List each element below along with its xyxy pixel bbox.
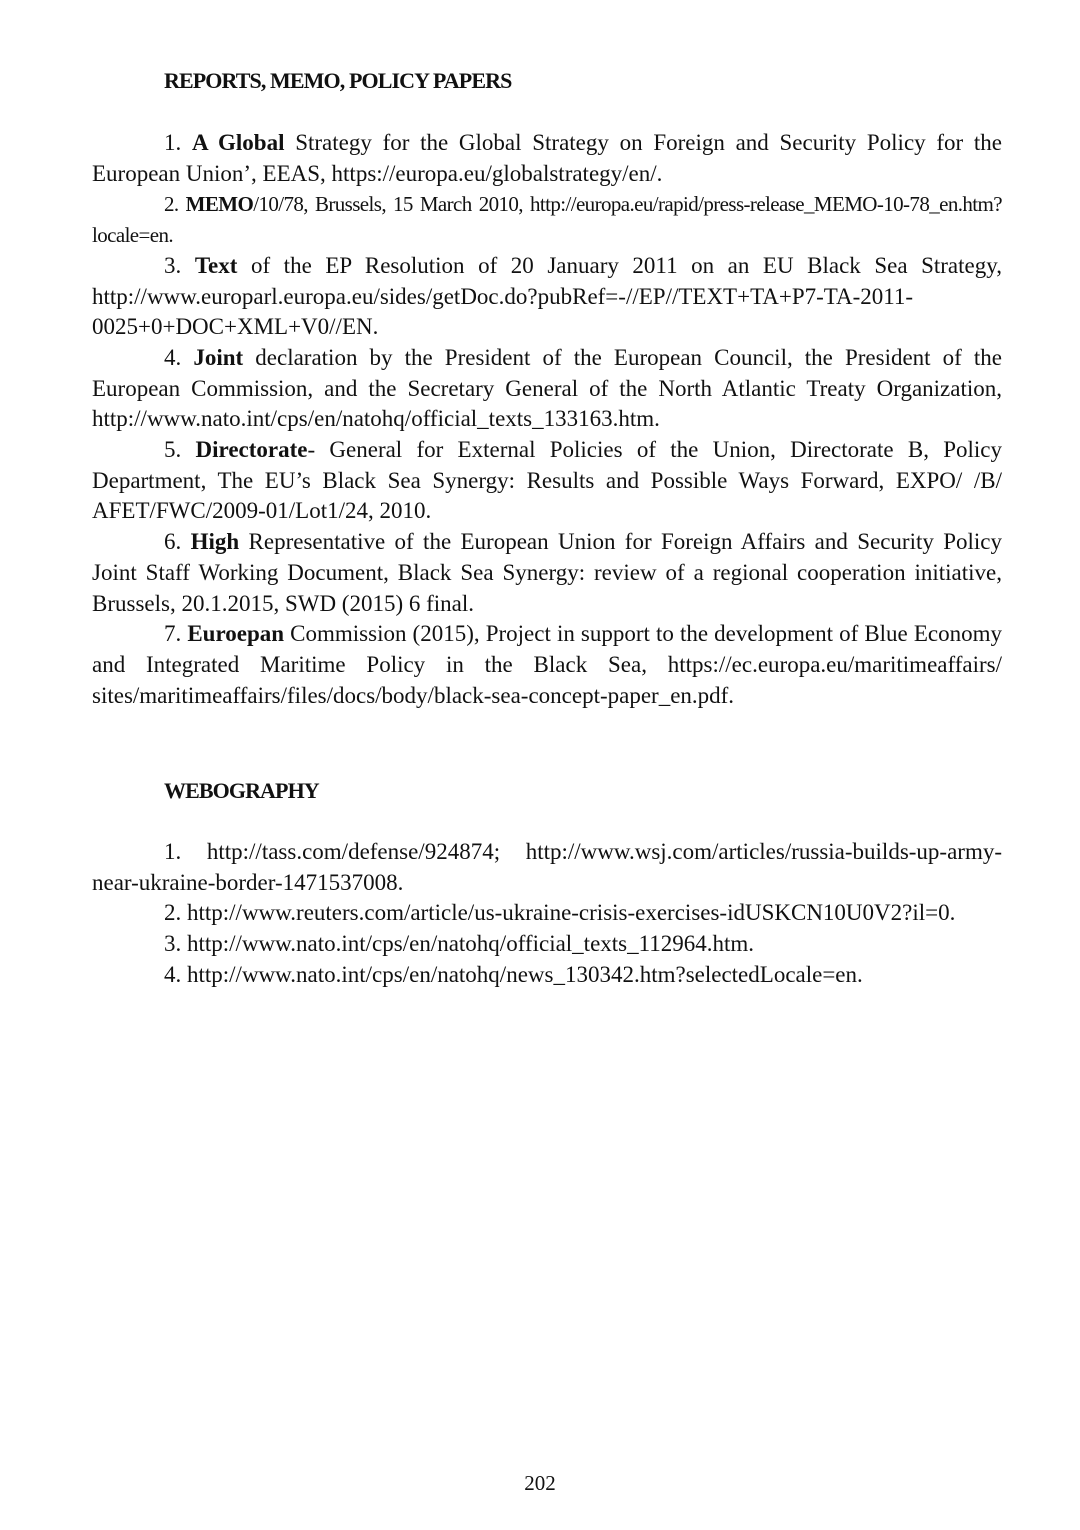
item-text: http://www.nato.int/cps/en/natohq/official_texts_112964.htm. [187, 931, 755, 957]
item-text: Strategy for the Global Strategy on Foreign and Security Policy for the European Union’, EEAS, https://europa.eu/globalstrategy/en/. [92, 130, 1002, 186]
item-text: http://tass.com/defense/924874; http://www.wsj.com/articles/russia-builds-up-army-near-ukraine-border-1471537008. [92, 839, 1003, 895]
item-number: 1. [164, 839, 182, 864]
webography-list [92, 837, 1002, 991]
reports-item-1 [92, 128, 1002, 189]
item-lead: High [190, 529, 240, 555]
item-text: - General for External Policies of the Union, Directorate B, Policy Department, The EU’s Black Sea Synergy: Results and Possible Ways Forward, EXPO/ /B/ AFET/FWC/2009-01/Lot1/24, 2010. [92, 437, 1003, 524]
item-text: of the EP Resolution of 20 January 2011 on an EU Black Sea Strategy, http://www.europarl.europa.eu/sides/getDoc.do?pubRef=-//EP//TEXT+TA+P7-TA-2011-0025+0+DOC+XML+V0//EN. [92, 252, 1002, 340]
reports-list [92, 128, 1002, 711]
reports-heading: REPORTS, MEMO, POLICY PAPERS [164, 68, 512, 93]
item-text: /10/78, Brussels, 15 March 2010, http://europa.eu/rapid/press-release_MEMO-10-78_en.htm?locale=en. [92, 192, 1002, 248]
item-lead: A Global [191, 130, 285, 155]
item-number: 4. [164, 344, 182, 370]
item-number: 1. [164, 130, 182, 155]
item-number: 6. [164, 529, 182, 555]
item-number: 3. [164, 252, 182, 278]
reports-item-7 [92, 619, 1002, 711]
webography-item-4 [92, 960, 1002, 991]
item-lead: Directorate [195, 437, 308, 463]
item-lead: Euroepan [187, 621, 285, 647]
reports-item-3 [92, 251, 1002, 343]
item-lead: Joint [193, 344, 244, 370]
item-text: Commission (2015), Project in support to the development of Blue Economy and Integrated Maritime Policy in the Black Sea, https://ec.europa.eu/maritimeaffairs/ sites/maritimeaffairs/files/docs/body/black-sea-concept-paper_en.pdf. [92, 621, 1002, 708]
webography-heading: WEBOGRAPHY [164, 778, 319, 803]
item-number: 7. [164, 621, 182, 647]
reports-item-5 [92, 435, 1002, 527]
webography-item-1 [92, 837, 1002, 898]
page-number: 202 [524, 1471, 556, 1495]
item-lead: Text [194, 252, 238, 278]
item-lead: MEMO [185, 192, 254, 217]
item-number: 5. [164, 437, 182, 463]
webography-item-3 [92, 929, 1002, 960]
item-text: http://www.reuters.com/article/us-ukraine-crisis-exercises-idUSKCN10U0V2?il=0. [187, 900, 956, 926]
webography-item-2 [92, 898, 1002, 929]
item-text: http://www.nato.int/cps/en/natohq/news_130342.htm?selectedLocale=en. [187, 961, 863, 987]
reports-item-4 [92, 343, 1002, 435]
item-number: 3. [164, 931, 182, 957]
item-text: Representative of the European Union for Foreign Affairs and Security Policy Joint Staff Working Document, Black Sea Synergy: review of a regional cooperation initiative, Brussels, 20.1.2015, SWD (2015) 6 final. [92, 529, 1003, 616]
reports-item-2 [92, 189, 1002, 250]
reports-item-6 [92, 527, 1002, 619]
item-number: 2. [164, 192, 179, 217]
item-number: 2. [164, 900, 182, 926]
item-text: declaration by the President of the European Council, the President of the European Commission, and the Secretary General of the North Atlantic Treaty Organization, http://www.nato.int/cps/en/natohq/official_texts_133163.htm. [92, 344, 1003, 432]
item-number: 4. [164, 961, 182, 987]
